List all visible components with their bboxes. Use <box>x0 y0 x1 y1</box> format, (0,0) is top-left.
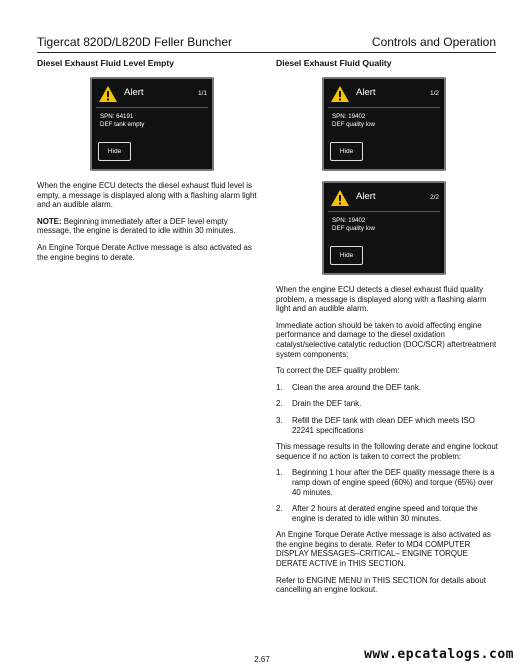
alert-page-indicator: 1/2 <box>429 90 439 97</box>
list-number: 1. <box>276 468 283 478</box>
alert-screen <box>322 77 446 171</box>
alert-page-indicator: 2/2 <box>429 194 439 201</box>
alert-message <box>100 113 144 129</box>
paragraph: To correct the DEF quality problem: <box>276 366 400 376</box>
paragraph: This message results in the following derate and engine lockout sequence if no action is taken to correct the problem: <box>276 442 498 461</box>
list-item <box>276 399 498 409</box>
alert-header <box>328 187 439 209</box>
hide-button[interactable]: Hide <box>330 246 363 265</box>
alert-header <box>328 83 439 105</box>
alert-text: DEF tank empty <box>100 120 145 128</box>
alert-divider <box>96 107 208 108</box>
paragraph: Immediate action should be taken to avoid affecting engine performance and damage to the diesel oxidation catalyst/selective catalytic reduction (DOC/SCR) aftertreatment system components: <box>276 320 497 359</box>
alert-divider <box>328 107 440 108</box>
alert-message <box>332 113 375 129</box>
list-number: 3. <box>276 415 283 425</box>
list-number: 1. <box>276 382 283 392</box>
hide-button[interactable]: Hide <box>330 142 363 161</box>
alert-screen <box>322 181 446 275</box>
page-header <box>37 33 496 53</box>
correction-steps-list <box>276 383 498 435</box>
note-paragraph <box>37 217 262 236</box>
hide-button[interactable]: Hide <box>98 142 131 161</box>
left-column <box>37 58 262 269</box>
list-text: Clean the area around the DEF tank. <box>292 382 421 392</box>
alert-spn: SPN: 19402 <box>332 217 366 224</box>
alert-screen <box>90 77 214 171</box>
derate-steps-list <box>276 468 498 523</box>
list-number: 2. <box>276 504 283 514</box>
alert-divider <box>328 211 440 212</box>
alert-spn: SPN: 19402 <box>332 113 366 120</box>
paragraph: An Engine Torque Derate Active message is also activated as the engine begins to derate. <box>37 242 252 262</box>
list-text: After 2 hours at derated engine speed and torque the engine is derated to idle within 30 minutes. <box>292 504 478 523</box>
section-title-def-level-empty: Diesel Exhaust Fluid Level Empty <box>37 58 175 68</box>
list-number: 2. <box>276 399 283 409</box>
alert-title: Alert <box>356 87 376 98</box>
manual-title: Tigercat 820D/L820D Feller Buncher <box>37 35 232 49</box>
note-label: NOTE: <box>37 216 62 226</box>
alert-text: DEF quality low <box>332 120 375 128</box>
list-text: Beginning 1 hour after the DEF quality message there is a ramp down of engine speed (60%) and torque (65%) over 40 minutes. <box>292 468 495 497</box>
alert-title: Alert <box>356 191 376 202</box>
list-item <box>276 416 498 435</box>
page-number: 2.67 <box>254 655 270 664</box>
watermark: www.epcatalogs.com <box>364 647 514 662</box>
paragraph: Refer to ENGINE MENU in THIS SECTION for details about cancelling an engine lockout. <box>276 575 486 595</box>
list-item <box>276 468 498 497</box>
alert-page-indicator: 1/1 <box>197 90 207 97</box>
alert-spn: SPN: 64191 <box>100 113 134 120</box>
alert-header <box>96 83 207 105</box>
paragraph: When the engine ECU detects the diesel exhaust fluid level is empty, a message is displayed along with a flashing alarm light and an audible alarm. <box>37 181 257 210</box>
list-text: Refill the DEF tank with clean DEF which meets ISO 22241 specifications <box>292 415 475 435</box>
alert-title: Alert <box>124 87 144 98</box>
list-item <box>276 383 498 393</box>
chapter-title: Controls and Operation <box>371 35 496 49</box>
list-item <box>276 504 498 523</box>
paragraph: An Engine Torque Derate Active message is also activated as the engine begins to derate. Refer to MD4 COMPUTER DISPLAY MESSAGES–CRITICAL– ENGINE TORQUE DERATE ACTIVE in THIS SECTION. <box>276 530 491 569</box>
list-text: Drain the DEF tank. <box>292 399 362 409</box>
section-title-def-quality: Diesel Exhaust Fluid Quality <box>276 58 392 68</box>
warning-icon <box>98 85 118 103</box>
warning-icon <box>330 189 350 207</box>
paragraph: When the engine ECU detects a diesel exhaust fluid quality problem, a message is displayed along with a flashing alarm light and an audible alarm. <box>276 285 487 314</box>
note-text: Beginning immediately after a DEF level empty message, the engine is derated to idle within 30 minutes. <box>37 216 236 236</box>
right-column <box>276 58 498 602</box>
alert-text: DEF quality low <box>332 224 375 232</box>
alert-message <box>332 217 375 233</box>
warning-icon <box>330 85 350 103</box>
